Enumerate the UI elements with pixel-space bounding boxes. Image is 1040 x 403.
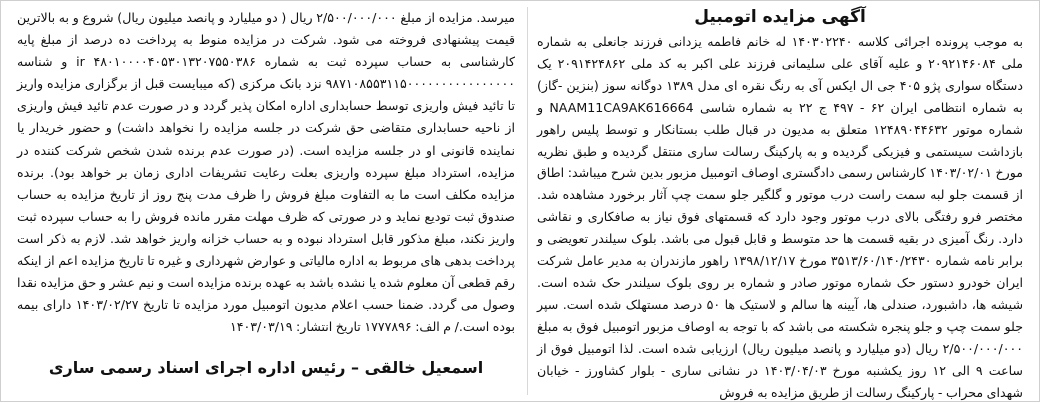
notice-title: آگهی مزایده اتومبیل <box>694 7 866 27</box>
notice-signature: اسمعیل خالقی – رئیس اداره اجرای اسناد رسمی ساری <box>48 358 484 378</box>
notice-body-part-2: میرسد. مزایده از مبلغ ۲/۵۰۰/۰۰۰/۰۰۰ ریال ( دو میلیارد و پانصد میلیون ریال) شروع و به بالاترین قیمت پیشنهادی فروخته می شود. شرکت در مزایده منوط به پرداخت ده درصد از مبلغ پایه کارشناسی به حساب سپرده ثبت به شماره ۴۸۰۱۰۰۰۰۴۰۵۳۰۱۳۲۰۷۵۵۰۳۸۶ ir و شناسه ۹۸۷۱۰۸۵۵۳۱۱۵۰۰۰۰۰۰۰۰۰۰۰۰۰۰۰۰ نزد بانک مرکزی (که میبایست قبل از برگزاری مزایده واریز تا تائید فیش واریزی توسط حسابداری اداره امکان پذیر گردد و در صورت عدم تائید فیش واریزی از ناحیه حسابداری متقاضی حق شرکت در جلسه مزایده را نخواهد داشت) و حضور خریدار یا نماینده قانونی او در جلسه مزایده است. (در صورت عدم برنده شدن شخص شرکت کننده در مزایده، استرداد مبلغ سپرده واریزی بعلت رعایت تشریفات اداری زمان بر خواهد بود). برنده مزایده مکلف است ما به التفاوت مبلغ فروش را ظرف مدت پنج روز از تاریخ مزایده به حساب صندوق ثبت تودیع نماید و در صورتی که ظرف مهلت مقرر مانده فروش را به حساب سپرده ثبت واریز نکند، مبلغ مذکور قابل استرداد نبوده و به حساب خزانه واریز خواهد شد. لازم به ذکر است پرداخت بدهی های مربوط به اداره مالیاتی و عوارض شهرداری و غیره تا تاریخ مزایده اعم از اینکه رقم قطعی آن معلوم شده یا نشده باشد به عهده برنده مزایده است و نیم عشر و حق مزایده نقدا وصول می گردد. ضمنا حسب اعلام مدیون اتومبیل مورد مزایده تا تاریخ ۱۴۰۳/۰۲/۲۷ دارای بیمه بوده است./ م الف: ۱۷۷۷۸۹۶ تاریخ انتشار: ۱۴۰۳/۰۳/۱۹ <box>17 10 516 335</box>
notice-body-part-1: به موجب پرونده اجرائی کلاسه ۱۴۰۳۰۲۲۴۰ له خانم فاطمه یزدانی فرزند جانعلی به شماره ملی ۲۰۹۲۱۴۶۰۸۴ و علیه آقای علی سلیمانی فرزند علی اکبر به کد ملی ۲۰۹۱۴۲۴۸۶۲ یک دستگاه سواری پژو ۴۰۵ جی ال ایکس آی به رنگ نقره ای مدل ۱۳۸۹ دوگانه سوز (بنزین -گاز) به شماره انتظامی ایران ۶۲ - ۴۹۷ ج ۲۲ به شماره شاسی NAAM11CA9AK616664 و شماره موتور ۱۲۴۸۹۰۴۴۶۳۲ متعلق به مدیون در قبال طلب بستانکار و توسط پلیس راهور بازداشت سیستمی و فیزیکی گردیده و به پارکینگ رسالت ساری منتقل گردیده و طبق نظریه مورخ ۱۴۰۳/۰۲/۰۱ کارشناس رسمی دادگستری اوصاف اتومبیل مزبور بدین شرح میباشد: اطاق از قسمت جلو لبه سمت راست درب موتور و گلگیر جلو سمت چپ آثار برخورد مشاهده شد. مختصر فرو رفتگی بالای درب موتور وجود دارد که قسمتهای فوق نیاز به صافکاری و نقاشی دارد. رنگ آمیزی در بقیه قسمت ها حد متوسط و قابل قبول می باشد. بلوک سیلندر تعویضی و برابر نامه شماره ۳۵۱۳/۶۰/۱۴۰/۲۴۳۰ مورخ ۱۳۹۸/۱۲/۱۷ راهور مازندران به مدیر عامل شرکت ایران خودرو دستور حک شماره موتور صادر و شماره بر روی بلوک سیلندر حک شده است. شیشه ها، داشبورد، صندلی ها، آیینه ها سالم و لاستیک ها ۵۰ درصد مستهلک شده است. سپر جلو سمت چپ و جلو پنجره شکسته می باشد که با توجه به اوصاف مزبور اتومبیل فوق به مبلغ ۲/۵۰۰/۰۰۰/۰۰۰ ریال (دو میلیارد و پانصد میلیون ریال) ارزیابی شده است. لذا اتومبیل فوق از ساعت ۹ الی ۱۲ روز یکشنبه مورخ ۱۴۰۳/۰۴/۰۳ در نشانی ساری - بلوار کشاورز - خیابان شهدای محراب - پارکینگ رسالت از طریق مزایده به فروش <box>537 34 1024 400</box>
notice-left-column <box>1 1 529 403</box>
notice-right-column <box>527 1 1039 403</box>
